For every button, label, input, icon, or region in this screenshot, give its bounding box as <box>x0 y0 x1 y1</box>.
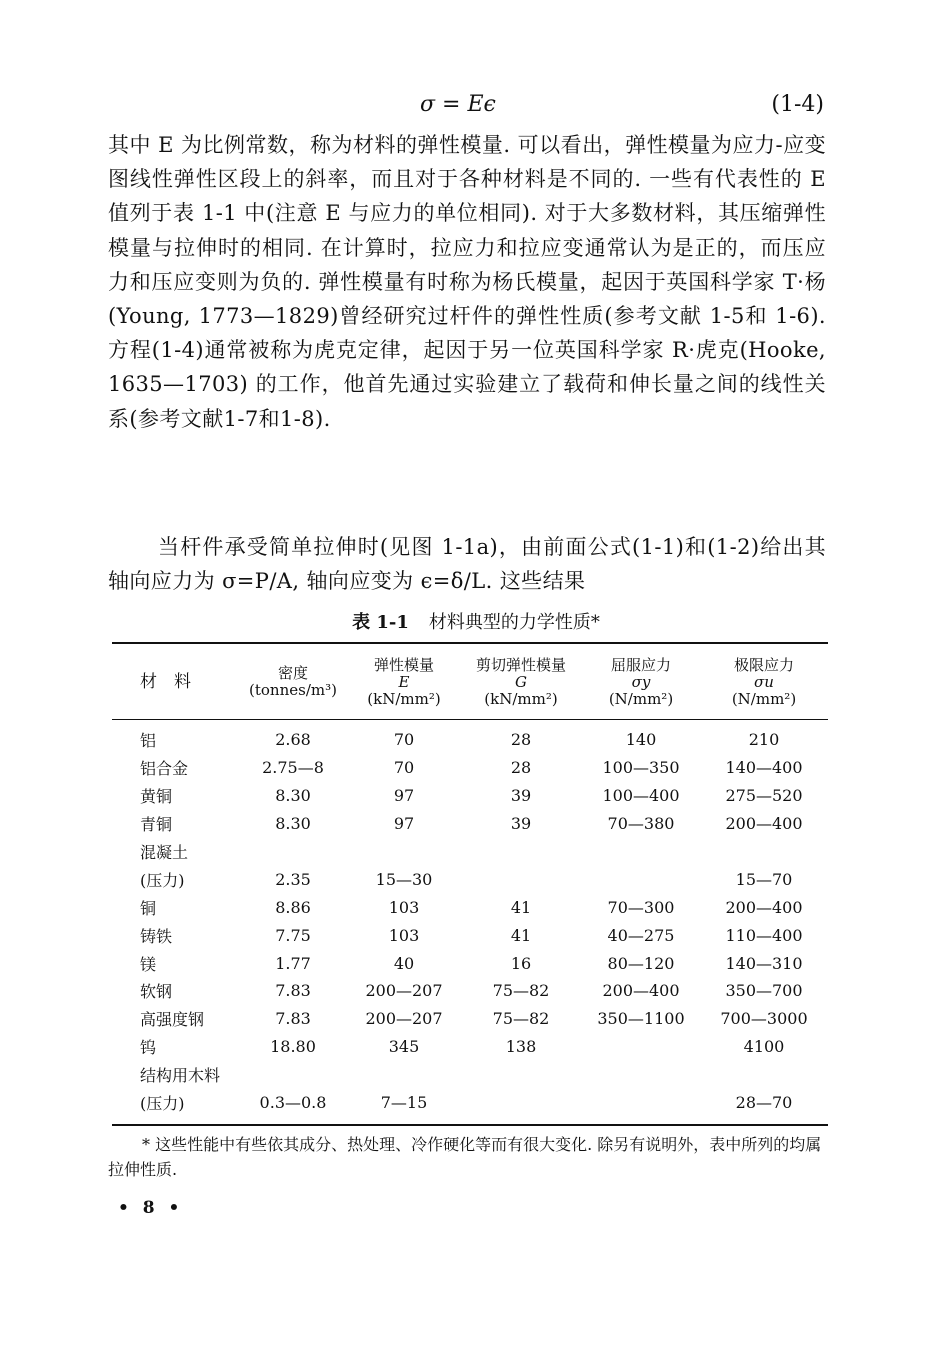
ultimate-stress-cell: 350—700 <box>725 981 803 1001</box>
density-cell: 8.30 <box>275 786 311 806</box>
shear-modulus-cell <box>460 1089 582 1117</box>
shear-modulus-cell: 28 <box>510 730 532 750</box>
ultimate-stress-cell: 4100 <box>743 1037 785 1057</box>
shear-modulus-cell <box>460 1061 582 1089</box>
table-row <box>112 977 828 1005</box>
table-row <box>112 782 828 810</box>
table-row <box>112 865 828 893</box>
elastic-modulus-cell <box>348 1061 460 1089</box>
ultimate-stress-cell: 210 <box>748 730 780 750</box>
material-name: (压力) <box>140 1094 185 1114</box>
shear-modulus-cell <box>460 865 582 893</box>
ultimate-stress-cell: 15—70 <box>735 869 793 889</box>
yield-stress-cell: 80—120 <box>607 953 675 973</box>
material-name: 钨 <box>140 1038 157 1058</box>
ultimate-stress-cell <box>700 1061 828 1089</box>
shear-modulus-cell: 41 <box>510 897 532 917</box>
yield-stress-cell: 140 <box>625 730 657 750</box>
table-header-row <box>112 646 828 718</box>
ultimate-stress-cell: 140—400 <box>725 758 803 778</box>
density-cell: 2.75—8 <box>262 758 324 778</box>
density-cell: 2.68 <box>275 730 311 750</box>
page-number: • 8 • <box>118 1198 184 1218</box>
elastic-modulus-cell: 200—207 <box>365 981 443 1001</box>
ultimate-stress-cell: 110—400 <box>725 925 803 945</box>
table-row <box>112 1061 828 1089</box>
yield-stress-cell: 350—1100 <box>597 1009 685 1029</box>
table-caption <box>0 608 952 634</box>
table-row <box>112 754 828 782</box>
material-name: 黄铜 <box>140 787 173 807</box>
shear-modulus-cell: 75—82 <box>492 981 550 1001</box>
yield-stress-cell: 200—400 <box>602 981 680 1001</box>
header-yield-symbol: σy <box>631 672 651 691</box>
table-row <box>112 1033 828 1061</box>
header-ultimate-symbol: σu <box>754 672 774 691</box>
header-ultimate-unit: (N/mm²) <box>731 689 797 708</box>
header-shear-label: 剪切弹性模量 <box>475 655 566 674</box>
header-elastic-symbol: E <box>398 672 410 691</box>
elastic-modulus-cell: 15—30 <box>375 869 433 889</box>
table-caption-label: 表 1-1 <box>352 612 409 633</box>
density-cell <box>238 838 348 866</box>
elastic-modulus-cell: 97 <box>393 786 415 806</box>
header-shear-unit: (kN/mm²) <box>484 689 558 708</box>
shear-modulus-cell: 16 <box>510 953 532 973</box>
yield-stress-cell: 70—300 <box>607 897 675 917</box>
material-name: 青铜 <box>140 815 173 835</box>
material-name: 混凝土 <box>140 843 189 862</box>
table-body <box>112 718 828 1116</box>
density-cell: 8.86 <box>275 897 311 917</box>
density-cell: 18.80 <box>270 1037 316 1057</box>
material-name: 镁 <box>140 954 157 974</box>
ultimate-stress-cell <box>700 838 828 866</box>
material-name: 高强度钢 <box>140 1010 205 1030</box>
ultimate-stress-cell: 28—70 <box>735 1093 793 1113</box>
elastic-modulus-cell: 7—15 <box>380 1093 428 1113</box>
shear-modulus-cell: 41 <box>510 925 532 945</box>
ultimate-stress-cell: 275—520 <box>725 786 803 806</box>
yield-stress-cell <box>582 838 700 866</box>
elastic-modulus-cell: 103 <box>388 925 420 945</box>
density-cell: 8.30 <box>275 814 311 834</box>
yield-stress-cell <box>582 1033 700 1061</box>
elastic-modulus-cell: 103 <box>388 897 420 917</box>
material-name: 铝合金 <box>140 759 189 779</box>
density-cell: 1.77 <box>275 953 311 973</box>
header-material: 材 料 <box>140 671 191 692</box>
elastic-modulus-cell: 97 <box>393 814 415 834</box>
table-row <box>112 949 828 977</box>
table-bottom-rule <box>112 1124 828 1126</box>
material-name: (压力) <box>140 870 185 890</box>
density-cell <box>238 1061 348 1089</box>
equation-number: (1-4) <box>771 92 824 117</box>
shear-modulus-cell: 39 <box>510 786 532 806</box>
material-name: 软钢 <box>140 982 173 1002</box>
density-cell: 7.83 <box>275 1009 311 1029</box>
density-cell: 7.75 <box>275 925 311 945</box>
shear-modulus-cell: 75—82 <box>492 1009 550 1029</box>
shear-modulus-cell: 28 <box>510 758 532 778</box>
material-properties-table <box>112 646 828 1116</box>
density-cell: 2.35 <box>275 869 311 889</box>
ultimate-stress-cell: 140—310 <box>725 953 803 973</box>
header-elastic-modulus <box>348 646 460 718</box>
density-cell: 7.83 <box>275 981 311 1001</box>
yield-stress-cell: 100—400 <box>602 786 680 806</box>
table-row <box>112 921 828 949</box>
table-row <box>112 726 828 754</box>
ultimate-stress-cell: 700—3000 <box>720 1009 808 1029</box>
elastic-modulus-cell: 40 <box>393 953 415 973</box>
yield-stress-cell <box>582 865 700 893</box>
header-yield-stress <box>582 646 700 718</box>
header-shear-modulus <box>460 646 582 718</box>
table-row <box>112 838 828 866</box>
table-top-rule <box>112 642 828 644</box>
table-footnote: * 这些性能中有些依其成分、热处理、冷作硬化等而有很大变化. 除另有说明外，表中所列的均属拉伸性质. <box>108 1135 822 1179</box>
material-name: 铝 <box>140 731 157 751</box>
material-name: 铜 <box>140 898 157 918</box>
density-cell: 0.3—0.8 <box>259 1093 327 1113</box>
table-caption-title: 材料典型的力学性质* <box>428 612 600 633</box>
shear-modulus-cell: 138 <box>505 1037 537 1057</box>
header-elastic-label: 弹性模量 <box>373 655 434 674</box>
header-density-label: 密度 <box>277 664 308 682</box>
table-row <box>112 893 828 921</box>
header-density <box>238 646 348 718</box>
header-yield-unit: (N/mm²) <box>608 689 674 708</box>
elastic-modulus-cell: 70 <box>393 730 415 750</box>
elastic-modulus-cell: 200—207 <box>365 1009 443 1029</box>
yield-stress-cell: 40—275 <box>607 925 675 945</box>
equation-formula: σ = Eϵ <box>420 92 496 117</box>
table-spacer <box>112 718 828 726</box>
elastic-modulus-cell: 70 <box>393 758 415 778</box>
yield-stress-cell: 100—350 <box>602 758 680 778</box>
yield-stress-cell <box>582 1089 700 1117</box>
table-row <box>112 1005 828 1033</box>
material-name: 铸铁 <box>140 926 173 946</box>
header-elastic-unit: (kN/mm²) <box>367 689 441 708</box>
ultimate-stress-cell: 200—400 <box>725 814 803 834</box>
ultimate-stress-cell: 200—400 <box>725 897 803 917</box>
shear-modulus-cell: 39 <box>510 814 532 834</box>
header-shear-symbol: G <box>515 672 527 691</box>
header-ultimate-label: 极限应力 <box>733 655 794 674</box>
header-yield-label: 屈服应力 <box>610 655 671 674</box>
yield-stress-cell: 70—380 <box>607 814 675 834</box>
elastic-modulus-cell <box>348 838 460 866</box>
header-ultimate-stress <box>700 646 828 718</box>
material-name: 结构用木料 <box>140 1066 221 1086</box>
body-paragraph-1: 其中 E 为比例常数，称为材料的弹性模量. 可以看出，弹性模量为应力-应变图线性弹性区段上的斜率，而且对于各种材料是不同的. 一些有代表性的 E 值列于表 1-1 中(注意 E 与应力的单位相同). 对于大多数材料，其压缩弹性模量与拉伸时的相同. 在计算时，拉应力和拉应变通常认为是正的，而压应力和压应变则为负的. 弹性模量有时称为杨氏模量，起因于英国科学家 T·杨(Young, 1773—1829)曾经研究过杆件的弹性性质(参考文献 1-5和 1-6). 方程(1-4)通常被称为虎克定律，起因于另一位英国科学家 R·虎克(Hooke, 1635—1703) 的工作，他首先通过实验建立了载荷和伸长量之间的线性关系(参考文献1-7和1-8). <box>108 133 826 431</box>
table-row <box>112 1089 828 1117</box>
shear-modulus-cell <box>460 838 582 866</box>
yield-stress-cell <box>582 1061 700 1089</box>
table-row <box>112 810 828 838</box>
header-density-unit: (tonnes/m³) <box>249 681 337 699</box>
body-paragraph-2: 当杆件承受简单拉伸时(见图 1-1a)，由前面公式(1-1)和(1-2)给出其轴向应力为 σ=P/A, 轴向应变为 ϵ=δ/L. 这些结果 <box>108 535 826 594</box>
elastic-modulus-cell: 345 <box>388 1037 420 1057</box>
